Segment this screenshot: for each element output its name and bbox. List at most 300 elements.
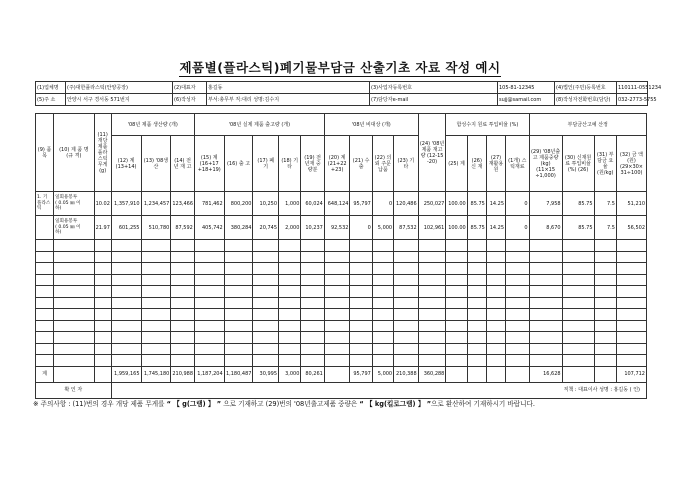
- cell: [279, 343, 301, 355]
- calculation-table: [35, 113, 647, 399]
- production-group-header: '08년 제품 생산량 (개): [111, 114, 194, 136]
- cell: [171, 332, 194, 344]
- cell: 5,000: [372, 366, 393, 382]
- header-row-2: [36, 136, 647, 192]
- cell: [301, 263, 324, 275]
- col-shipment-total-header: (15) 계 (16+17 +18+19): [194, 136, 224, 192]
- cell: [171, 355, 194, 367]
- cell: 1,357,910: [111, 192, 141, 216]
- cell: 95,797: [350, 366, 372, 382]
- cell: [372, 240, 393, 252]
- cell: [301, 286, 324, 298]
- cell: [253, 251, 279, 263]
- cell: [54, 286, 95, 298]
- cell: [446, 343, 467, 355]
- cell: [141, 240, 171, 252]
- cell: [36, 274, 54, 286]
- cell: [562, 286, 594, 298]
- cell: [141, 274, 171, 286]
- cell: [141, 343, 171, 355]
- confirm-row: [36, 382, 647, 398]
- cell: [253, 274, 279, 286]
- email-label: (7)담당자e-mail: [370, 94, 498, 106]
- cell: 380,284: [224, 216, 253, 240]
- cell: 7.5: [594, 216, 616, 240]
- empty-row: [36, 343, 647, 355]
- cell: [372, 274, 393, 286]
- note-middle: 으로 기재하고 (29)번의 '08년출고제품 중량은: [223, 400, 358, 408]
- cell: [418, 343, 446, 355]
- cell: [562, 355, 594, 367]
- col-amount-header: (32) 금 액 (원) (29×30× 31÷100): [616, 136, 646, 192]
- cell: [224, 286, 253, 298]
- cell: [486, 320, 505, 332]
- cell: [54, 366, 95, 382]
- cell: [394, 355, 419, 367]
- cell: 405,742: [194, 216, 224, 240]
- cell: [194, 332, 224, 344]
- cell: [616, 309, 646, 321]
- cell: [467, 332, 486, 344]
- cell: [194, 274, 224, 286]
- cell: [486, 274, 505, 286]
- cell: [594, 366, 616, 382]
- cell: [36, 332, 54, 344]
- cell: [350, 343, 372, 355]
- cell: [350, 355, 372, 367]
- cell: [54, 297, 95, 309]
- cell: [529, 263, 562, 275]
- cell: [594, 251, 616, 263]
- cell: [194, 355, 224, 367]
- cell: [36, 251, 54, 263]
- cell: [54, 309, 95, 321]
- cell: [594, 355, 616, 367]
- total-label: 계: [36, 366, 54, 382]
- cell: [194, 320, 224, 332]
- cell: 1,959,165: [111, 366, 141, 382]
- cell: 14.25: [486, 192, 505, 216]
- cell: [506, 366, 530, 382]
- cell: [394, 286, 419, 298]
- cell: [253, 320, 279, 332]
- cell: 0: [506, 216, 530, 240]
- cell: [54, 355, 95, 367]
- cell: [350, 332, 372, 344]
- document-title: 제품별(플라스틱)폐기물부담금 산출기초 자료 작성 예시: [179, 60, 501, 75]
- cell: [372, 320, 393, 332]
- cell: [372, 343, 393, 355]
- cell: 648,124: [324, 192, 350, 216]
- cell: [141, 320, 171, 332]
- cell: [616, 240, 646, 252]
- cell: [506, 320, 530, 332]
- cell: [446, 297, 467, 309]
- cell: [141, 251, 171, 263]
- cell: [111, 343, 141, 355]
- cell: [111, 240, 141, 252]
- cell: [506, 240, 530, 252]
- empty-rows: [36, 240, 647, 367]
- cell: [36, 320, 54, 332]
- cell: [111, 274, 141, 286]
- cell: [111, 355, 141, 367]
- row-unit-weight: 10.02: [94, 192, 111, 216]
- table-row: [36, 192, 647, 216]
- empty-row: [36, 251, 647, 263]
- cell: [324, 320, 350, 332]
- cell: 0: [350, 216, 372, 240]
- cell: 1,745,180: [141, 366, 171, 382]
- cell: [171, 286, 194, 298]
- cell: 120,486: [394, 192, 419, 216]
- cell: 16,628: [529, 366, 562, 382]
- cell: [529, 297, 562, 309]
- cell: [279, 320, 301, 332]
- cell: [224, 251, 253, 263]
- cell: [224, 274, 253, 286]
- cell: [506, 274, 530, 286]
- business-no-label: (3)사업자등록번호: [370, 82, 498, 94]
- cell: [279, 332, 301, 344]
- cell: 80,261: [301, 366, 324, 382]
- cell: [418, 332, 446, 344]
- cell: [141, 309, 171, 321]
- cell: [36, 286, 54, 298]
- col-recycled-ratio-header: (1개) 스틱재료: [506, 136, 530, 192]
- cell: 1,187,204: [194, 366, 224, 382]
- ceo-value: 홍길동: [207, 82, 370, 94]
- cell: [446, 366, 467, 382]
- col-export-header: (21) 수 출: [350, 136, 372, 192]
- cell: [301, 343, 324, 355]
- cell: [418, 309, 446, 321]
- cell: [372, 263, 393, 275]
- cell: [301, 274, 324, 286]
- cell: [467, 309, 486, 321]
- address-label: (5)주 소: [36, 94, 66, 106]
- cell: [350, 240, 372, 252]
- note-unit-kg: “ 【 kg(킬로그램) 】 ”: [359, 400, 432, 408]
- cell: [324, 286, 350, 298]
- cell: [446, 286, 467, 298]
- cell: [616, 286, 646, 298]
- col-inventory-header: (24) '08년 제품 재고량 (12-15 -20): [418, 114, 446, 192]
- cell: [506, 286, 530, 298]
- cell: [372, 297, 393, 309]
- cell: [111, 286, 141, 298]
- cell: [372, 309, 393, 321]
- note-suffix: 으로 환산하여 기재하시기 바랍니다.: [431, 400, 535, 408]
- cell: [446, 309, 467, 321]
- col-production-08-header: (13) '08생산: [141, 136, 171, 192]
- cell: 1,234,457: [141, 192, 171, 216]
- cell: [486, 263, 505, 275]
- cell: [394, 332, 419, 344]
- cell: [506, 297, 530, 309]
- cell: [616, 343, 646, 355]
- row-product-name: 일회용봉투 ( 0.05 ㎜ 이 하): [54, 192, 95, 216]
- empty-row: [36, 332, 647, 344]
- cell: [486, 343, 505, 355]
- cell: [324, 251, 350, 263]
- cell: [94, 320, 111, 332]
- cell: [324, 332, 350, 344]
- cell: [94, 332, 111, 344]
- cell: [467, 320, 486, 332]
- cell: [301, 297, 324, 309]
- cell: 7,958: [529, 192, 562, 216]
- cell: [253, 240, 279, 252]
- cell: [394, 263, 419, 275]
- address-value: 안양시 서구 경서동 571번지: [66, 94, 173, 106]
- cell: [94, 274, 111, 286]
- cell: [594, 286, 616, 298]
- cell: [253, 297, 279, 309]
- shipment-group-header: '08년 실제 제품 출고량 (개): [194, 114, 324, 136]
- cell: [350, 309, 372, 321]
- cell: [616, 274, 646, 286]
- cell: [324, 297, 350, 309]
- cell: [279, 263, 301, 275]
- cell: [54, 251, 95, 263]
- fee-group-header: 부담금산고예 산정: [529, 114, 646, 136]
- writer-value: 부서:총무부 직:대리 성명:김수지: [207, 94, 370, 106]
- cell: [171, 309, 194, 321]
- cell: [467, 366, 486, 382]
- cell: [324, 366, 350, 382]
- cell: [141, 263, 171, 275]
- cell: [418, 297, 446, 309]
- cell: [394, 343, 419, 355]
- cell: [279, 251, 301, 263]
- cell: [467, 343, 486, 355]
- cell: [594, 274, 616, 286]
- cell: [94, 366, 111, 382]
- cell: [372, 251, 393, 263]
- cell: [94, 343, 111, 355]
- col-recycled-header: (27) 재활용 원: [486, 136, 505, 192]
- cell: [506, 355, 530, 367]
- cell: [224, 332, 253, 344]
- cell: [486, 332, 505, 344]
- cell: [594, 343, 616, 355]
- cell: [171, 240, 194, 252]
- cell: [324, 309, 350, 321]
- cell: [224, 320, 253, 332]
- cell: 95,797: [350, 192, 372, 216]
- header-row-1: [36, 114, 647, 136]
- cell: [253, 332, 279, 344]
- cell: [94, 263, 111, 275]
- cell: [54, 274, 95, 286]
- cell: [594, 297, 616, 309]
- cell: [616, 263, 646, 275]
- empty-row: [36, 355, 647, 367]
- cell: [562, 274, 594, 286]
- cell: [194, 251, 224, 263]
- confirm-label: 확 인 자: [36, 382, 112, 398]
- col-shipped-header: (16) 출 고: [224, 136, 253, 192]
- cell: 3,000: [279, 366, 301, 382]
- cell: 5,000: [372, 216, 393, 240]
- cell: [394, 240, 419, 252]
- cell: [224, 240, 253, 252]
- col-virgin-header: (26) 신 재: [467, 136, 486, 192]
- cell: [616, 297, 646, 309]
- cell: [301, 355, 324, 367]
- cell: [253, 286, 279, 298]
- cell: [529, 320, 562, 332]
- row-product-name: 일회용봉투 ( 0.05 ㎜ 이 하): [54, 216, 95, 240]
- cell: [194, 286, 224, 298]
- cell: 30,995: [253, 366, 279, 382]
- cell: [194, 343, 224, 355]
- cell: [616, 251, 646, 263]
- cell: [301, 309, 324, 321]
- cell: [253, 263, 279, 275]
- col-production-total-header: (12) 계 (13+14): [111, 136, 141, 192]
- cell: [562, 263, 594, 275]
- col-prev-weight-header: (19) 전년재 중량분: [301, 136, 324, 192]
- total-row: [36, 366, 647, 382]
- cell: [594, 309, 616, 321]
- cell: 510,780: [141, 216, 171, 240]
- cell: [506, 263, 530, 275]
- phone-value: 032-2773-5755: [617, 94, 648, 106]
- cell: [171, 297, 194, 309]
- empty-row: [36, 240, 647, 252]
- cell: [350, 286, 372, 298]
- cell: [594, 263, 616, 275]
- cell: [350, 320, 372, 332]
- cell: [529, 274, 562, 286]
- cell: 7.5: [594, 192, 616, 216]
- cell: [372, 332, 393, 344]
- cell: [253, 309, 279, 321]
- cell: [350, 251, 372, 263]
- cell: [111, 297, 141, 309]
- info-row-2: [36, 94, 648, 106]
- cell: [446, 251, 467, 263]
- excluded-group-header: '08년 비대상 (개): [324, 114, 418, 136]
- cell: [54, 263, 95, 275]
- confirm-signature: 직책 : 대표이사 성명 : 홍길동 ( 인): [111, 382, 646, 398]
- cell: [418, 320, 446, 332]
- note-prefix: ※ 주의사항 : (11)번의 경우 개당 제품 무게를: [33, 400, 167, 408]
- empty-row: [36, 263, 647, 275]
- cell: [141, 332, 171, 344]
- cell: [224, 343, 253, 355]
- cell: 87,592: [171, 216, 194, 240]
- company-name-label: (1)업체명: [36, 82, 66, 94]
- cell: [372, 286, 393, 298]
- cell: [36, 355, 54, 367]
- cell: [36, 343, 54, 355]
- cell: 2,000: [279, 216, 301, 240]
- cell: [506, 309, 530, 321]
- cell: 1,000: [279, 192, 301, 216]
- cell: 210,988: [171, 366, 194, 382]
- cell: [418, 274, 446, 286]
- cell: [529, 343, 562, 355]
- cell: [224, 297, 253, 309]
- cell: [486, 309, 505, 321]
- cell: 20,745: [253, 216, 279, 240]
- company-info-table: [35, 81, 662, 106]
- cell: [486, 251, 505, 263]
- note-unit-gram: “ 【 g(그램) 】 ”: [166, 400, 222, 408]
- cell: 56,502: [616, 216, 646, 240]
- cell: [467, 251, 486, 263]
- cell: [418, 251, 446, 263]
- cell: [562, 309, 594, 321]
- cell: [529, 286, 562, 298]
- table-row: [36, 216, 647, 240]
- cell: [224, 309, 253, 321]
- col-unit-weight-header: (11) 개당 제품 플라 스틱 무게 (g): [94, 114, 111, 192]
- col-order-header: (22) 의뢰 주문 납품: [372, 136, 393, 192]
- cell: 107,712: [616, 366, 646, 382]
- cell: [54, 320, 95, 332]
- cell: [224, 263, 253, 275]
- cell: [394, 320, 419, 332]
- cell: [94, 286, 111, 298]
- cell: [324, 274, 350, 286]
- cell: 102,961: [418, 216, 446, 240]
- cell: [418, 286, 446, 298]
- cell: [506, 332, 530, 344]
- cell: [506, 251, 530, 263]
- cell: [54, 332, 95, 344]
- cell: 0: [372, 192, 393, 216]
- cell: [616, 332, 646, 344]
- corp-no-label: (4)법인(주민)등록번호: [555, 82, 617, 94]
- col-excluded-other-header: (23) 기 타: [394, 136, 419, 192]
- cell: [616, 355, 646, 367]
- cell: 1,180,487: [224, 366, 253, 382]
- col-discarded-header: (17) 폐 기: [253, 136, 279, 192]
- cell: [529, 251, 562, 263]
- cell: [194, 240, 224, 252]
- cell: [350, 297, 372, 309]
- cell: [350, 263, 372, 275]
- cell: 800,200: [224, 192, 253, 216]
- cell: [194, 309, 224, 321]
- cell: [111, 332, 141, 344]
- cell: [529, 332, 562, 344]
- cell: 85.75: [467, 216, 486, 240]
- cell: [301, 240, 324, 252]
- cell: [279, 297, 301, 309]
- cell: 10,250: [253, 192, 279, 216]
- cell: [562, 320, 594, 332]
- cell: [279, 355, 301, 367]
- cell: [54, 240, 95, 252]
- cell: [171, 343, 194, 355]
- cell: [562, 366, 594, 382]
- cell: [486, 286, 505, 298]
- cell: 8,670: [529, 216, 562, 240]
- cell: [224, 355, 253, 367]
- ratio-group-header: 함성수지 원료 투입비율 (%): [446, 114, 529, 136]
- cell: [111, 309, 141, 321]
- cell: 100.00: [446, 192, 467, 216]
- cell: 87,532: [394, 216, 419, 240]
- ceo-label: (2)대표자: [173, 82, 207, 94]
- row-item: 1. 기 플라스틱: [36, 192, 54, 216]
- col-rate-header: (31) 부담금 요 율 (원/kg): [594, 136, 616, 192]
